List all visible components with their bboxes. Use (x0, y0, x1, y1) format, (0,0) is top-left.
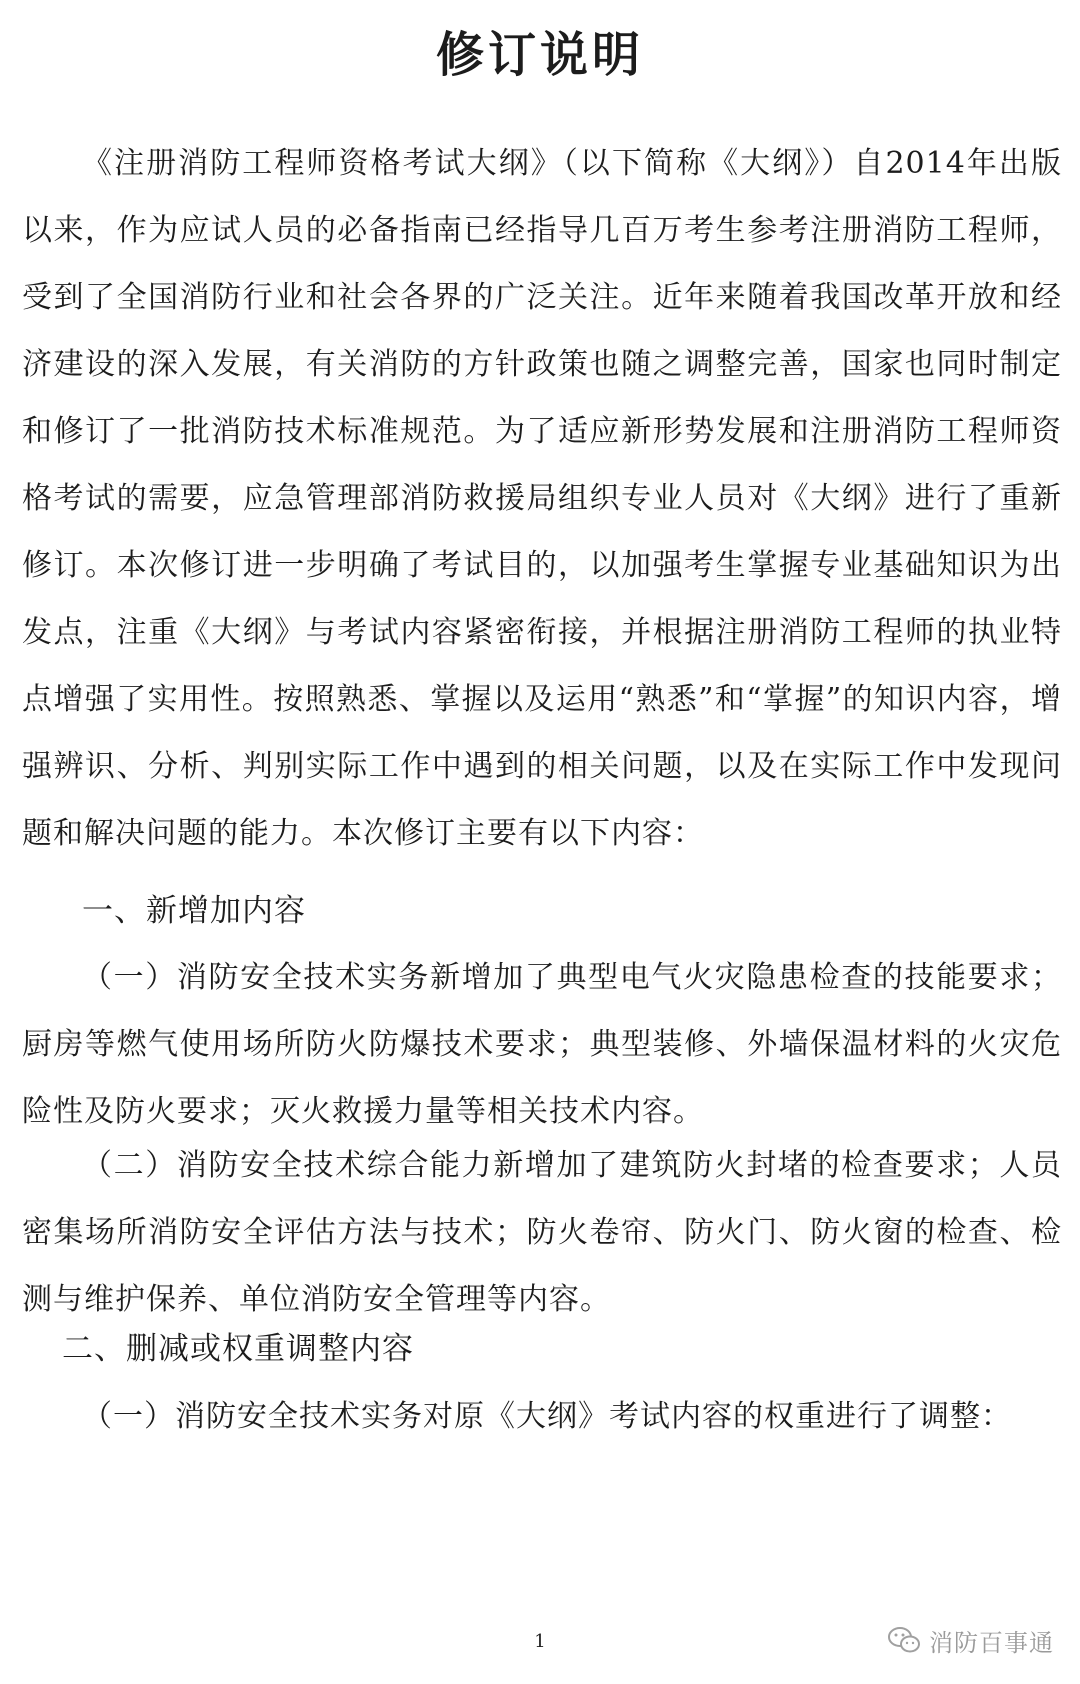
section1-item1-paragraph: （一）消防安全技术实务新增加了典型电气火灾隐患检查的技能要求；厨房等燃气使用场所防火防爆技术要求；典型装修、外墙保温材料的火灾危险性及防火要求；灭火救援力量等相关技术内容。 (22, 960, 1062, 1129)
page-title: 修订说明 (435, 27, 644, 83)
section2-item1-paragraph: （一）消防安全技术实务对原《大纲》考试内容的权重进行了调整： (82, 1399, 1012, 1434)
watermark-text: 消防百事通 (929, 1628, 1054, 1657)
section-heading-new-content: 一、新增加内容 (82, 893, 306, 929)
section-heading-removed-reweighted: 二、删减或权重调整内容 (62, 1331, 414, 1367)
page-number: 1 (534, 1631, 546, 1652)
intro-paragraph: 《注册消防工程师资格考试大纲》（以下简称《大纲》）自2014年出版以来，作为应试人员的必备指南已经指导几百万考生参考注册消防工程师，受到了全国消防行业和社会各界的广泛关注。近年来随着我国改革开放和经济建设的深入发展，有关消防的方针政策也随之调整完善，国家也同时制定和修订了一批消防技术标准规范。为了适应新形势发展和注册消防工程师资格考试的需要，应急管理部消防救援局组织专业人员对《大纲》进行了重新修订。本次修订进一步明确了考试目的，以加强考生掌握专业基础知识为出发点，注重《大纲》与考试内容紧密衔接，并根据注册消防工程师的执业特点增强了实用性。按照熟悉、掌握以及运用“熟悉”和“掌握”的知识内容，增强辨识、分析、判别实际工作中遇到的相关问题，以及在实际工作中发现问题和解决问题的能力。本次修订主要有以下内容： (22, 146, 1062, 851)
section1-item2-paragraph: （二）消防安全技术综合能力新增加了建筑防火封堵的检查要求；人员密集场所消防安全评估方法与技术；防火卷帘、防火门、防火窗的检查、检测与维护保养、单位消防安全管理等内容。 (22, 1148, 1062, 1317)
wechat-icon (887, 1625, 921, 1655)
watermark (887, 1620, 1054, 1660)
